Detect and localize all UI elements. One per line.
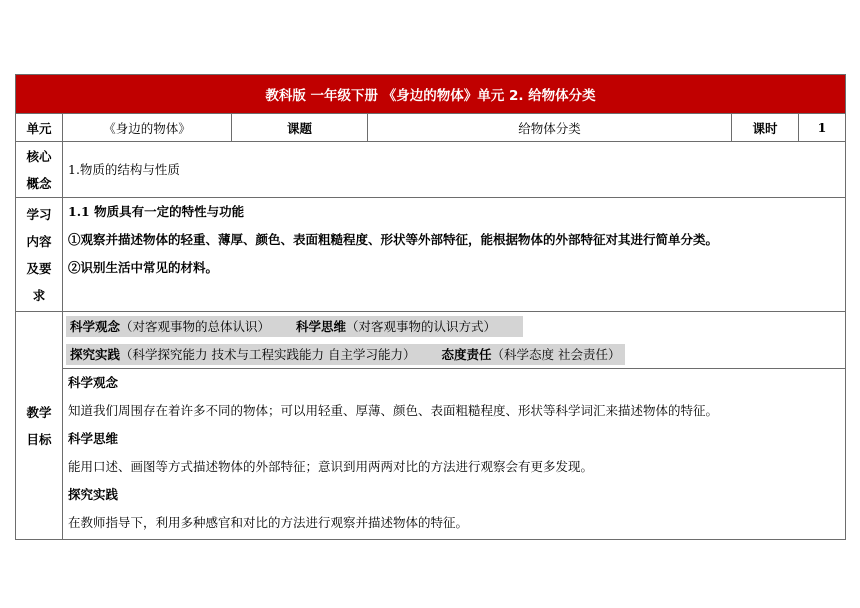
requirement-line: ①观察并描述物体的轻重、薄厚、颜色、表面粗糙程度、形状等外部特征，能根据物体的外部特征对其进行简单分类。 (68, 232, 719, 247)
learning-requirements-content (63, 198, 846, 312)
goals-detail (63, 369, 846, 540)
goal-section-heading: 科学思维 (68, 431, 119, 446)
unit-value: 《身边的物体》 (63, 114, 232, 142)
goals-shaded-row: 探究实践（科学探究能力 技术与工程实践能力 自主学习能力） 态度责任（科学态度 社会责任） (63, 340, 845, 368)
lesson-plan-document (15, 74, 845, 540)
goal-section-text: 能用口述、画图等方式描述物体的外部特征；意识到用两两对比的方法进行观察会有更多发现。 (68, 459, 594, 474)
learning-requirements-label: 学习 内容 及要 求 (16, 198, 63, 312)
topic-value: 给物体分类 (368, 114, 732, 142)
period-label: 课时 (732, 114, 799, 142)
unit-label: 单元 (16, 114, 63, 142)
teaching-goals-label: 教学 目标 (16, 312, 63, 540)
requirement-line: ②识别生活中常见的材料。 (68, 260, 219, 275)
scientific-thinking-heading: 科学思维 (296, 318, 347, 334)
goals-shaded-row: 科学观念（对客观事物的总体认识） 科学思维（对客观事物的认识方式） (63, 312, 845, 340)
topic-label: 课题 (232, 114, 368, 142)
goal-section-text: 在教师指导下，利用多种感官和对比的方法进行观察并描述物体的特征。 (68, 515, 469, 530)
period-value: 1 (799, 114, 846, 142)
core-concept-text: 1.物质的结构与性质 (63, 142, 846, 198)
lesson-plan-table (15, 74, 846, 540)
goals-summary (63, 312, 846, 369)
goal-section-text: 知道我们周围存在着许多不同的物体；可以用轻重、厚薄、颜色、表面粗糙程度、形状等科学词汇来描述物体的特征。 (68, 403, 719, 418)
core-concept-label: 核心 概念 (16, 142, 63, 198)
document-title: 教科版 一年级下册 《身边的物体》单元 2. 给物体分类 (16, 75, 846, 114)
scientific-concept-heading: 科学观念 (70, 318, 121, 334)
goal-section-heading: 探究实践 (68, 487, 119, 502)
attitude-responsibility-heading: 态度责任 (441, 346, 492, 362)
requirement-line: 1.1 物质具有一定的特性与功能 (68, 204, 245, 219)
inquiry-practice-heading: 探究实践 (70, 346, 121, 362)
goal-section-heading: 科学观念 (68, 375, 119, 390)
